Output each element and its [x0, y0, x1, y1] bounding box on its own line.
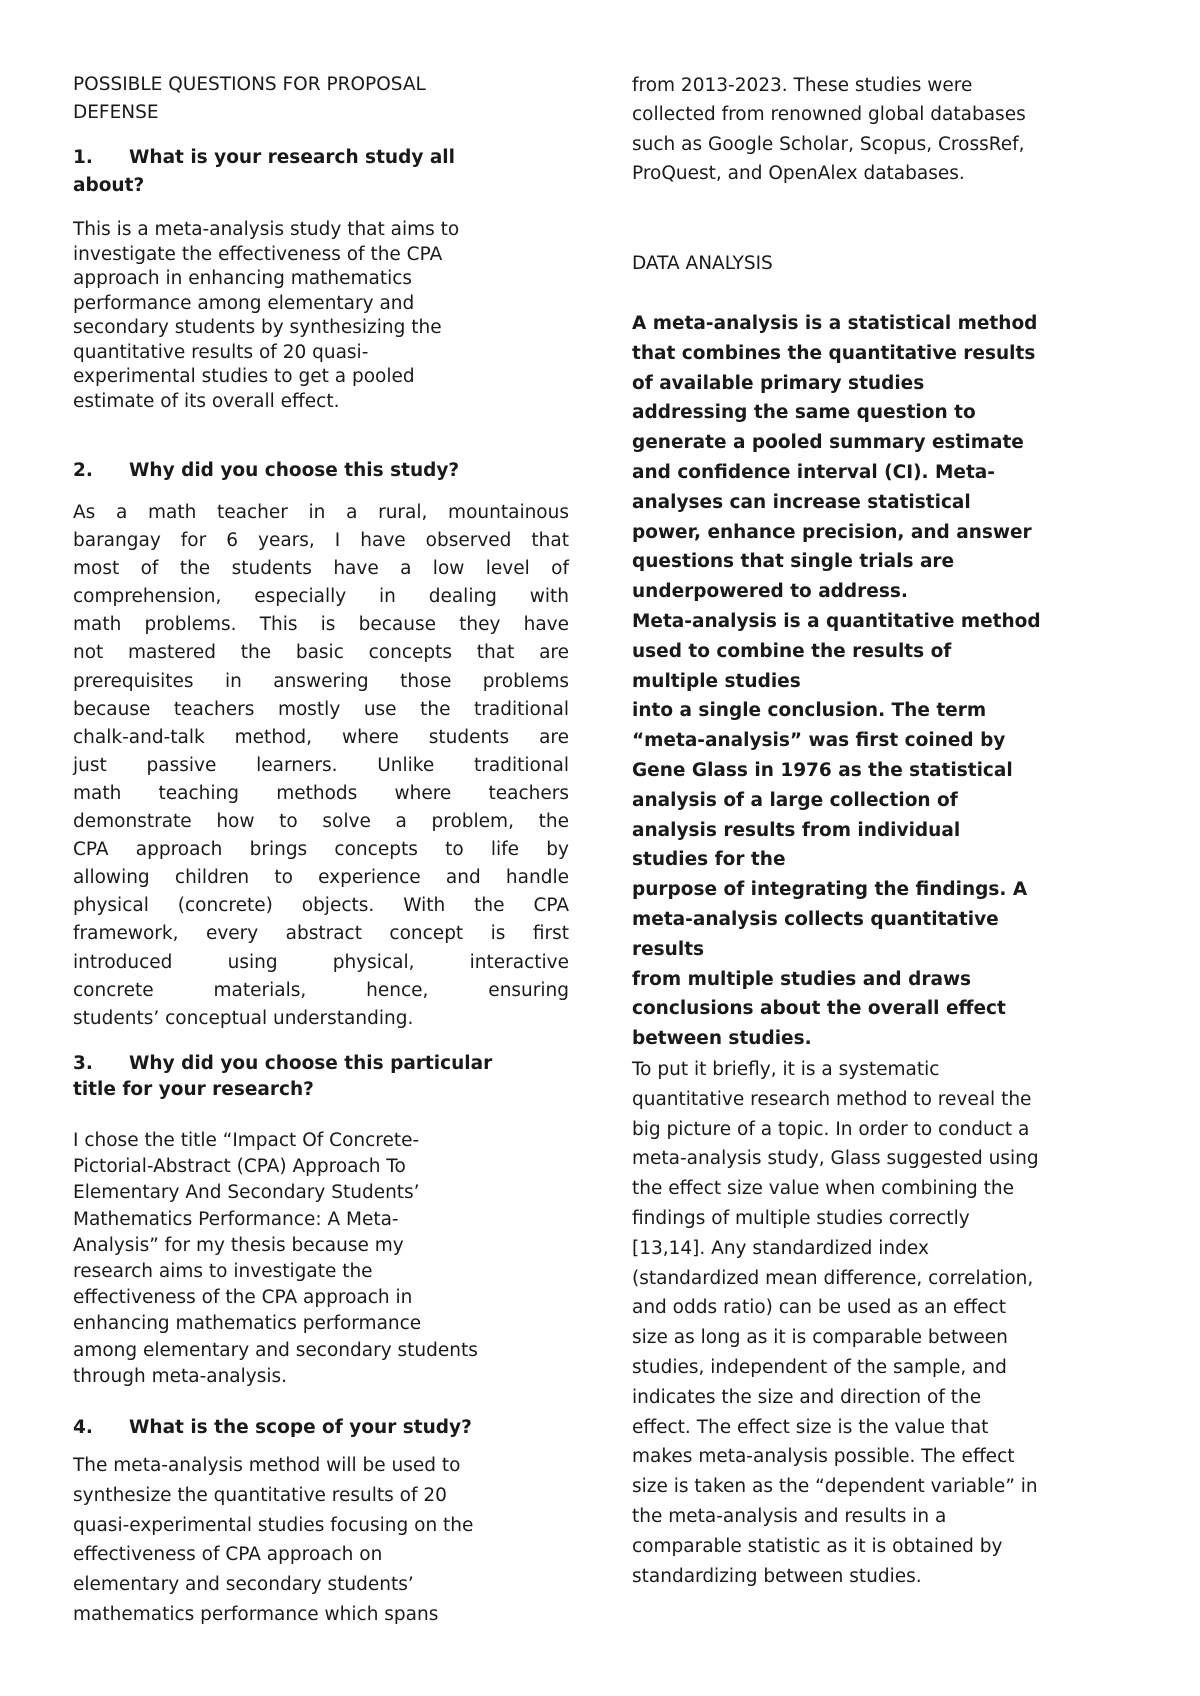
text-line: [13,14]. Any standardized index	[632, 1237, 929, 1259]
text-line: such as Google Scholar, Scopus, CrossRef,	[632, 133, 1025, 155]
text-line: and odds ratio) can be used as an effect	[632, 1297, 1006, 1319]
text-line: findings of multiple studies correctly	[632, 1207, 970, 1229]
data-analysis-bold-paragraph	[632, 309, 1152, 1054]
text-line: enhancing mathematics performance	[73, 1313, 422, 1335]
text-line: chalk-and-talk method, where students are	[73, 726, 569, 748]
text-line: size is taken as the “dependent variable” in	[632, 1476, 1038, 1498]
document-title	[73, 71, 569, 127]
heading-text: DATA ANALYSIS	[632, 253, 773, 274]
text-line: the meta-analysis and results in a	[632, 1505, 947, 1527]
question-number: 1.	[73, 147, 93, 168]
text-line: DEFENSE	[73, 102, 159, 123]
text-line: allowing children to experience and handle	[73, 867, 569, 889]
text-line: Mathematics Performance: A Meta-	[73, 1208, 399, 1230]
text-line: comprehension, especially in dealing with	[73, 586, 569, 608]
question-1	[73, 144, 569, 200]
text-line: big picture of a topic. In order to conduct a	[632, 1118, 1030, 1140]
text-line: analysis of a large collection of	[632, 789, 958, 811]
text-line: and confidence interval (CI). Meta-	[632, 461, 995, 483]
text-line: collected from renowned global databases	[632, 104, 1026, 126]
text-line: makes meta-analysis possible. The effect	[632, 1446, 1015, 1468]
text-line: just passive learners. Unlike traditional	[73, 754, 569, 776]
text-line: of available primary studies	[632, 372, 925, 394]
answer-1	[73, 218, 569, 414]
question-line	[73, 144, 569, 172]
text-line: Gene Glass in 1976 as the statistical	[632, 759, 1013, 781]
text-line: underpowered to address.	[632, 581, 908, 603]
text-line: concrete materials, hence, ensuring	[73, 979, 569, 1001]
text-line: Pictorial-Abstract (CPA) Approach To	[73, 1156, 406, 1178]
text-line: through meta-analysis.	[73, 1365, 288, 1387]
question-line	[73, 1414, 569, 1442]
answer-3	[73, 1128, 569, 1390]
text-line: Elementary And Secondary Students’	[73, 1182, 420, 1204]
text-line: math problems. This is because they have	[73, 614, 569, 636]
question-3	[73, 1051, 569, 1103]
text-line: performance among elementary and	[73, 292, 415, 314]
question-text: What is the scope of your study?	[129, 1417, 472, 1438]
question-text: about?	[73, 175, 145, 196]
text-line: As a math teacher in a rural, mountainous	[73, 502, 569, 523]
text-line: effectiveness of CPA approach on	[73, 1544, 383, 1566]
scope-continuation	[632, 71, 1152, 188]
question-number: 2.	[73, 460, 93, 481]
text-line: effectiveness of the CPA approach in	[73, 1287, 413, 1309]
text-line: results	[632, 938, 705, 960]
text-line: approach in enhancing mathematics	[73, 268, 413, 289]
text-line: meta-analysis study, Glass suggested using	[632, 1148, 1039, 1170]
text-line: because teachers mostly use the traditional	[73, 698, 569, 720]
text-line: I chose the title “Impact Of Concrete-	[73, 1130, 420, 1151]
text-line: “meta-analysis” was first coined by	[632, 730, 1006, 752]
text-line: POSSIBLE QUESTIONS FOR PROPOSAL	[73, 74, 426, 95]
data-analysis-paragraph	[632, 1055, 1152, 1591]
text-line: framework, every abstract concept is first	[73, 923, 569, 945]
text-line: introduced using physical, interactive	[73, 951, 569, 973]
text-line: (standardized mean difference, correlation,	[632, 1267, 1034, 1289]
text-line: ProQuest, and OpenAlex databases.	[632, 162, 965, 184]
text-line: prerequisites in answering those problems	[73, 670, 569, 692]
text-line: power, enhance precision, and answer	[632, 521, 1032, 543]
text-line: experimental studies to get a pooled	[73, 366, 415, 387]
question-4	[73, 1414, 569, 1442]
text-line: math teaching methods where teachers	[73, 782, 569, 804]
text-line: physical (concrete) objects. With the CPA	[73, 895, 569, 917]
text-line: quantitative results of 20 quasi-	[73, 341, 369, 363]
answer-2	[73, 499, 569, 1033]
text-line: generate a pooled summary estimate	[632, 432, 1024, 454]
text-line: analyses can increase statistical	[632, 491, 971, 513]
question-line	[73, 1051, 569, 1077]
text-line: studies for the	[632, 849, 786, 871]
text-line: addressing the same question to	[632, 402, 976, 424]
text-line: questions that single trials are	[632, 551, 955, 573]
question-2	[73, 457, 569, 485]
text-line: A meta-analysis is a statistical method	[632, 313, 1038, 334]
text-line: from 2013-2023. These studies were	[632, 75, 973, 96]
text-line: demonstrate how to solve a problem, the	[73, 811, 569, 833]
text-line: The meta-analysis method will be used to	[73, 1455, 461, 1476]
text-line: estimate of its overall effect.	[73, 390, 340, 412]
text-line: comparable statistic as it is obtained by	[632, 1535, 1003, 1557]
text-line: multiple studies	[632, 670, 801, 692]
question-text: title for your research?	[73, 1079, 314, 1100]
text-line: elementary and secondary students’	[73, 1574, 414, 1596]
text-line: investigate the effectiveness of the CPA	[73, 243, 443, 265]
text-line: into a single conclusion. The term	[632, 700, 987, 722]
text-line: effect. The effect size is the value that	[632, 1416, 989, 1438]
text-line: size as long as it is comparable between	[632, 1327, 1008, 1349]
text-line: students’ conceptual understanding.	[73, 1007, 414, 1029]
question-text: What is your research study all	[129, 147, 455, 168]
text-line: barangay for 6 years, I have observed that	[73, 530, 569, 552]
question-line	[73, 1077, 569, 1103]
text-line: secondary students by synthesizing the	[73, 317, 442, 338]
question-number: 3.	[73, 1053, 93, 1074]
text-line: among elementary and secondary students	[73, 1339, 478, 1361]
text-line: quasi-experimental studies focusing on the	[73, 1514, 474, 1536]
text-line: not mastered the basic concepts that are	[73, 642, 569, 664]
text-line: standardizing between studies.	[632, 1565, 922, 1587]
text-line: studies, independent of the sample, and	[632, 1356, 1007, 1378]
text-line: meta-analysis collects quantitative	[632, 908, 999, 930]
text-line: research aims to investigate the	[73, 1261, 373, 1283]
text-line: mathematics performance which spans	[73, 1603, 439, 1625]
question-line	[73, 457, 569, 485]
question-text: Why did you choose this particular	[129, 1053, 493, 1074]
text-line: the effect size value when combining the	[632, 1178, 1015, 1200]
question-line	[73, 172, 569, 200]
data-analysis-heading	[632, 250, 1152, 278]
text-line: from multiple studies and draws	[632, 968, 972, 990]
text-line: This is a meta-analysis study that aims to	[73, 219, 460, 240]
question-number: 4.	[73, 1417, 93, 1438]
text-line: that combines the quantitative results	[632, 342, 1036, 364]
text-line: CPA approach brings concepts to life by	[73, 839, 569, 861]
text-line: purpose of integrating the findings. A	[632, 879, 1028, 901]
text-line: between studies.	[632, 1028, 812, 1050]
text-line: To put it briefly, it is a systematic	[632, 1059, 940, 1080]
text-line: conclusions about the overall effect	[632, 998, 1006, 1020]
text-line: synthesize the quantitative results of 20	[73, 1484, 447, 1506]
text-line: Analysis” for my thesis because my	[73, 1234, 404, 1256]
text-line: Meta-analysis is a quantitative method	[632, 610, 1041, 632]
text-line: analysis results from individual	[632, 819, 961, 841]
text-line: most of the students have a low level of	[73, 558, 569, 580]
answer-4	[73, 1451, 569, 1630]
text-line: indicates the size and direction of the	[632, 1386, 982, 1408]
text-line: quantitative research method to reveal the	[632, 1088, 1032, 1110]
question-text: Why did you choose this study?	[129, 460, 460, 481]
text-line: used to combine the results of	[632, 640, 952, 662]
